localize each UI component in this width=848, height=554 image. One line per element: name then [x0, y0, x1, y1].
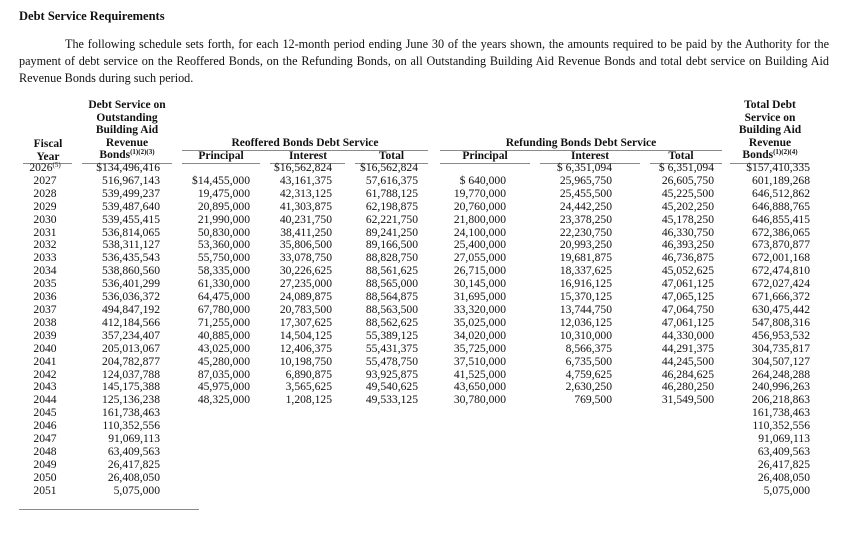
refunding-interest-cell: 25,965,750	[559, 173, 612, 187]
total-debt-service-cell: 646,855,415	[752, 212, 810, 226]
header-text: Service on	[744, 111, 796, 124]
total-debt-service-cell: 646,888,765	[752, 199, 810, 213]
outstanding-debt-service-cell: 5,075,000	[113, 483, 160, 497]
outstanding-debt-service-cell: 124,037,788	[102, 367, 160, 381]
year-text: 2039	[33, 328, 57, 342]
reoffered-interest-cell: 24,089,875	[279, 290, 332, 304]
year-text: 2030	[33, 212, 57, 226]
refunding-total-cell: 45,202,250	[661, 199, 714, 213]
outstanding-debt-service-cell: 494,847,192	[102, 302, 160, 316]
refunding-total-cell: 45,178,250	[661, 212, 714, 226]
refunding-principal-cell: 26,715,000	[453, 264, 506, 278]
refunding-principal-cell: 25,400,000	[453, 238, 506, 252]
refunding-total-cell: 47,064,750	[661, 302, 714, 316]
header-text: Total Debt	[744, 99, 796, 111]
year-text: 2031	[33, 225, 57, 239]
refunding-interest-cell: 2,630,250	[565, 380, 612, 394]
refunding-total-cell: 46,330,750	[661, 225, 714, 239]
total-debt-service-cell: 601,189,268	[752, 173, 810, 187]
header-re-total: Total	[378, 150, 405, 162]
refunding-interest-cell: 13,744,750	[559, 302, 612, 316]
reoffered-interest-cell: 38,411,250	[280, 225, 332, 239]
refunding-total-cell: 45,225,500	[661, 186, 714, 200]
refunding-total-cell: 47,061,125	[661, 277, 714, 291]
refunding-interest-cell: 22,230,750	[559, 225, 612, 239]
reoffered-principal-cell	[160, 472, 250, 485]
table-row	[0, 304, 810, 317]
outstanding-debt-service-cell: 145,175,388	[102, 380, 160, 394]
header-text: Revenue	[105, 136, 149, 149]
total-debt-service-cell: 264,248,288	[752, 367, 810, 381]
refunding-principal-cell: 34,020,000	[453, 328, 506, 342]
intro-paragraph: The following schedule sets forth, for each 12-month period ending June 30 of the years shown, the amounts required to be paid by the Authority for the payment of debt service on the Reoffered Bonds, on the Refunding Bonds, on all Outstanding Building Aid Revenue Bonds and total debt service on Building Aid Revenue Bonds during such period.	[19, 37, 829, 85]
reoffered-interest-cell: $16,562,824	[274, 161, 332, 174]
refunding-interest-cell	[516, 420, 612, 433]
refunding-interest-cell: 25,455,500	[559, 186, 612, 200]
reoffered-interest-cell: 27,235,000	[279, 277, 332, 291]
reoffered-total-cell: 89,166,500	[365, 238, 418, 252]
refunding-principal-cell: 20,760,000	[453, 199, 506, 213]
outstanding-debt-service-cell: 539,499,237	[102, 186, 160, 200]
refunding-interest-cell: 12,036,125	[559, 315, 612, 329]
reoffered-interest-cell	[250, 446, 332, 459]
table-row	[0, 201, 810, 214]
outstanding-debt-service-cell: 26,417,825	[107, 457, 160, 471]
reoffered-principal-cell	[160, 433, 250, 446]
refunding-principal-cell: 19,770,000	[453, 186, 506, 200]
reoffered-interest-cell: 1,208,125	[285, 393, 332, 407]
reoffered-principal-cell: 20,895,000	[197, 199, 250, 213]
reoffered-interest-cell	[250, 433, 332, 446]
reoffered-principal-cell: 64,475,000	[197, 290, 250, 304]
total-debt-service-cell: 671,666,372	[752, 290, 810, 304]
outstanding-debt-service-cell: 539,455,415	[102, 212, 160, 226]
reoffered-total-cell	[332, 433, 418, 446]
refunding-principal-cell	[418, 420, 516, 433]
outstanding-debt-service-cell: 536,435,543	[102, 251, 160, 265]
year-text: 2034	[33, 264, 57, 278]
reoffered-principal-cell: 50,830,000	[197, 225, 250, 239]
outstanding-debt-service-cell: 125,136,238	[102, 393, 160, 407]
refunding-principal-cell: 33,320,000	[453, 302, 506, 316]
table-row	[0, 343, 810, 356]
reoffered-principal-cell: 48,325,000	[197, 393, 250, 407]
header-text: Building Aid	[95, 124, 159, 137]
reoffered-interest-cell	[250, 407, 332, 420]
reoffered-principal-cell: 43,025,000	[197, 341, 250, 355]
reoffered-principal-cell: 58,335,000	[197, 264, 250, 278]
table-row	[0, 356, 810, 369]
reoffered-principal-cell: 40,885,000	[197, 328, 250, 342]
refunding-interest-cell	[516, 407, 612, 420]
year-text: 2032	[33, 238, 57, 252]
header-text: Year	[36, 150, 60, 163]
reoffered-total-cell: 62,221,750	[365, 212, 418, 226]
table-row	[0, 175, 810, 188]
reoffered-principal-cell	[160, 407, 250, 420]
footnote-ref: (1)(2)(4)	[773, 148, 798, 157]
reoffered-principal-cell	[160, 459, 250, 472]
total-debt-service-cell: 63,409,563	[757, 444, 810, 458]
table-row	[0, 162, 810, 175]
refunding-total-cell	[612, 446, 714, 459]
header-text: Building Aid	[738, 124, 802, 137]
reoffered-total-cell: 55,389,125	[365, 328, 418, 342]
reoffered-principal-cell: 53,360,000	[197, 238, 250, 252]
header-re-principal: Principal	[198, 150, 244, 162]
total-debt-service-cell: 547,808,316	[752, 315, 810, 329]
header-rf-interest: Interest	[570, 150, 610, 162]
table-row	[0, 188, 810, 201]
total-debt-service-cell: 26,408,050	[757, 470, 810, 484]
reoffered-total-cell	[332, 407, 418, 420]
refunding-total-cell: 44,291,375	[661, 341, 714, 355]
year-text: 2050	[33, 470, 57, 484]
year-text: 2026	[29, 161, 53, 174]
refunding-total-cell	[612, 472, 714, 485]
outstanding-debt-service-cell: 110,352,556	[102, 419, 160, 433]
refunding-interest-cell	[516, 446, 612, 459]
year-text: 2027	[33, 173, 57, 187]
reoffered-total-cell: 88,562,625	[365, 315, 418, 329]
table-row	[0, 459, 810, 472]
reoffered-interest-cell: 33,078,750	[279, 251, 332, 265]
total-debt-service-cell: 672,027,424	[752, 277, 810, 291]
total-debt-service-cell: 673,870,877	[752, 238, 810, 252]
refunding-interest-cell	[516, 433, 612, 446]
fiscal-year-cell	[0, 485, 72, 498]
reoffered-interest-cell: 35,806,500	[279, 238, 332, 252]
outstanding-debt-service-cell: 204,782,877	[102, 354, 160, 368]
bottom-rule	[19, 509, 199, 510]
refunding-total-cell: 31,549,500	[661, 393, 714, 407]
total-debt-service-cell: 672,474,810	[752, 264, 810, 278]
refunding-total-cell	[612, 433, 714, 446]
debt-service-table	[0, 162, 810, 498]
reoffered-total-cell	[332, 459, 418, 472]
outstanding-debt-service-cell: $134,496,416	[96, 161, 160, 174]
reoffered-total-cell: 55,431,375	[365, 341, 418, 355]
reoffered-total-cell: 57,616,375	[365, 173, 418, 187]
outstanding-debt-service-cell: 91,069,113	[108, 432, 160, 446]
table-row	[0, 433, 810, 446]
table-row	[0, 317, 810, 330]
reoffered-total-cell: 88,828,750	[365, 251, 418, 265]
reoffered-total-cell: $16,562,824	[360, 161, 418, 174]
refunding-principal-cell: 41,525,000	[453, 367, 506, 381]
year-text: 2041	[33, 354, 57, 368]
refunding-principal-cell: 31,695,000	[453, 290, 506, 304]
year-text: 2047	[33, 432, 57, 446]
total-debt-service-cell: 456,953,532	[752, 328, 810, 342]
refunding-principal-cell: 27,055,000	[453, 251, 506, 265]
reoffered-principal-cell: 55,750,000	[197, 251, 250, 265]
table-row	[0, 214, 810, 227]
refunding-principal-cell	[418, 446, 516, 459]
refunding-principal-cell	[418, 472, 516, 485]
reoffered-total-cell: 89,241,250	[365, 225, 418, 239]
total-debt-service-cell: 110,352,556	[752, 419, 810, 433]
outstanding-debt-service-cell: 538,311,127	[102, 238, 160, 252]
reoffered-total-cell: 49,540,625	[365, 380, 418, 394]
outstanding-debt-service-cell: 538,860,560	[102, 264, 160, 278]
refunding-total-cell	[612, 407, 714, 420]
refunding-interest-cell: 19,681,875	[559, 251, 612, 265]
refunding-total-cell: 44,245,500	[661, 354, 714, 368]
outstanding-debt-service-cell: 205,013,067	[102, 341, 160, 355]
outstanding-debt-service-cell: 63,409,563	[107, 444, 160, 458]
reoffered-principal-cell: 19,475,000	[197, 186, 250, 200]
table-row	[0, 446, 810, 459]
header-rf-total: Total	[668, 150, 694, 162]
refunding-principal-cell	[418, 459, 516, 472]
refunding-principal-cell	[418, 485, 516, 498]
reoffered-interest-cell: 30,226,625	[279, 264, 332, 278]
header-re-interest: Interest	[288, 150, 328, 162]
total-debt-service-cell: 161,738,463	[752, 406, 810, 420]
total-debt-service-cell: 240,996,263	[752, 380, 810, 394]
refunding-total-cell: 47,065,125	[661, 290, 714, 304]
refunding-interest-cell: $ 6,351,094	[556, 161, 612, 174]
reoffered-interest-cell: 14,504,125	[279, 328, 332, 342]
year-text: 2048	[33, 444, 57, 458]
total-debt-service-cell: 304,507,127	[752, 354, 810, 368]
header-text: Revenue	[748, 136, 792, 149]
refunding-principal-cell: $ 640,000	[459, 173, 506, 187]
reoffered-principal-cell	[160, 162, 250, 175]
outstanding-debt-service-cell: 26,408,050	[107, 470, 160, 484]
table-row	[0, 485, 810, 498]
reoffered-interest-cell: 10,198,750	[279, 354, 332, 368]
year-text: 2040	[33, 341, 57, 355]
outstanding-debt-service-cell: 161,738,463	[102, 406, 160, 420]
outstanding-debt-service-cell: 412,184,566	[102, 315, 160, 329]
reoffered-total-cell: 55,478,750	[365, 354, 418, 368]
reoffered-interest-cell	[250, 472, 332, 485]
reoffered-principal-cell	[160, 485, 250, 498]
reoffered-principal-cell: 61,330,000	[197, 277, 250, 291]
outstanding-debt-service-cell: 516,967,143	[102, 173, 160, 187]
header-text: Outstanding	[96, 111, 158, 124]
refunding-interest-cell: 4,759,625	[565, 367, 612, 381]
reoffered-principal-cell	[160, 446, 250, 459]
total-debt-service-cell: $157,410,335	[746, 161, 810, 174]
refunding-interest-cell	[516, 459, 612, 472]
reoffered-total-cell: 61,788,125	[365, 186, 418, 200]
total-debt-service-cell: 304,735,817	[752, 341, 810, 355]
reoffered-interest-cell: 3,565,625	[285, 380, 332, 394]
reoffered-total-cell: 88,564,875	[365, 290, 418, 304]
year-text: 2033	[33, 251, 57, 265]
reoffered-principal-cell: 21,990,000	[197, 212, 250, 226]
reoffered-principal-cell: $14,455,000	[192, 173, 250, 187]
refunding-interest-cell	[516, 472, 612, 485]
refunding-interest-cell: 10,310,000	[559, 328, 612, 342]
reoffered-total-cell: 88,565,000	[365, 277, 418, 291]
year-text: 2037	[33, 302, 57, 316]
total-debt-service-cell: 646,512,862	[752, 186, 810, 200]
header-total-ds	[730, 99, 810, 162]
header-outstanding	[80, 99, 174, 162]
year-text: 2045	[33, 406, 57, 420]
reoffered-total-cell	[332, 472, 418, 485]
header-refunding-group: Refunding Bonds Debt Service	[505, 137, 657, 149]
refunding-total-cell	[612, 459, 714, 472]
year-text: 2036	[33, 290, 57, 304]
refunding-interest-cell: 16,916,125	[559, 277, 612, 291]
refunding-principal-cell	[418, 162, 516, 175]
refunding-interest-cell: 24,442,250	[559, 199, 612, 213]
refunding-interest-cell: 15,370,125	[559, 290, 612, 304]
reoffered-interest-cell	[250, 485, 332, 498]
table-row	[0, 330, 810, 343]
footnote-ref: (5)	[52, 161, 61, 169]
header-reoffered-group: Reoffered Bonds Debt Service	[231, 137, 379, 149]
refunding-principal-cell: 43,650,000	[453, 380, 506, 394]
refunding-interest-cell: 20,993,250	[559, 238, 612, 252]
reoffered-interest-cell: 20,783,500	[279, 302, 332, 316]
refunding-principal-cell: 30,145,000	[453, 277, 506, 291]
year-text: 2043	[33, 380, 57, 394]
refunding-interest-cell	[516, 485, 612, 498]
outstanding-debt-service-cell: 536,036,372	[102, 290, 160, 304]
reoffered-total-cell	[332, 420, 418, 433]
outstanding-debt-service-cell: 539,487,640	[102, 199, 160, 213]
reoffered-principal-cell: 45,975,000	[197, 380, 250, 394]
reoffered-interest-cell: 43,161,375	[279, 173, 332, 187]
refunding-total-cell: 46,280,250	[661, 380, 714, 394]
outstanding-debt-service-cell: 357,234,407	[102, 328, 160, 342]
section-title: Debt Service Requirements	[19, 9, 165, 23]
header-text: Debt Service on	[88, 99, 166, 111]
reoffered-total-cell	[332, 446, 418, 459]
reoffered-total-cell: 88,563,500	[365, 302, 418, 316]
total-debt-service-cell: 91,069,113	[758, 432, 810, 446]
refunding-total-cell: 46,393,250	[661, 238, 714, 252]
refunding-interest-cell: 769,500	[574, 393, 612, 407]
refunding-principal-cell: 30,780,000	[453, 393, 506, 407]
outstanding-debt-service-cell: 536,814,065	[102, 225, 160, 239]
total-debt-service-cell: 5,075,000	[763, 483, 810, 497]
year-text: 2046	[33, 419, 57, 433]
reoffered-principal-cell: 87,035,000	[197, 367, 250, 381]
refunding-total-cell	[612, 420, 714, 433]
reoffered-principal-cell	[160, 420, 250, 433]
reoffered-interest-cell: 42,313,125	[279, 186, 332, 200]
refunding-interest-cell: 6,735,500	[565, 354, 612, 368]
refunding-principal-cell: 21,800,000	[453, 212, 506, 226]
year-text: 2042	[33, 367, 57, 381]
refunding-interest-cell: 23,378,250	[559, 212, 612, 226]
refunding-principal-cell: 35,025,000	[453, 315, 506, 329]
refunding-principal-cell	[418, 407, 516, 420]
header-rf-principal: Principal	[462, 150, 508, 162]
reoffered-interest-cell: 12,406,375	[279, 341, 332, 355]
total-debt-service-cell: 672,386,065	[752, 225, 810, 239]
refunding-principal-cell: 35,725,000	[453, 341, 506, 355]
header-text: Bonds	[742, 149, 774, 162]
refunding-total-cell: 46,736,875	[661, 251, 714, 265]
year-text: 2029	[33, 199, 57, 213]
refunding-total-cell: 46,284,625	[661, 367, 714, 381]
table-row	[0, 472, 810, 485]
reoffered-interest-cell: 6,890,875	[285, 367, 332, 381]
header-text: Bonds	[99, 149, 131, 162]
refunding-total-cell: 44,330,000	[661, 328, 714, 342]
outstanding-debt-service-cell: 536,401,299	[102, 277, 160, 291]
year-text: 2035	[33, 277, 57, 291]
refunding-interest-cell: 18,337,625	[559, 264, 612, 278]
reoffered-principal-cell: 71,255,000	[197, 315, 250, 329]
refunding-total-cell: 26,605,750	[661, 173, 714, 187]
year-text: 2049	[33, 457, 57, 471]
year-text: 2028	[33, 186, 57, 200]
year-text: 2044	[33, 393, 57, 407]
refunding-total-cell: 47,061,125	[661, 315, 714, 329]
refunding-total-cell: $ 6,351,094	[658, 161, 714, 174]
reoffered-total-cell: 93,925,875	[365, 367, 418, 381]
total-debt-service-cell: 630,475,442	[752, 302, 810, 316]
footnote-ref: (1)(2)(3)	[130, 148, 155, 157]
reoffered-total-cell: 88,561,625	[365, 264, 418, 278]
refunding-total-cell: 45,052,625	[661, 264, 714, 278]
reoffered-principal-cell: 45,280,000	[197, 354, 250, 368]
reoffered-interest-cell: 41,303,875	[279, 199, 332, 213]
refunding-principal-cell: 24,100,000	[453, 225, 506, 239]
reoffered-total-cell: 49,533,125	[365, 393, 418, 407]
refunding-total-cell	[612, 485, 714, 498]
reoffered-total-cell	[332, 485, 418, 498]
total-debt-service-cell: 206,218,863	[752, 393, 810, 407]
reoffered-interest-cell	[250, 420, 332, 433]
header-fiscal-year	[20, 138, 76, 163]
reoffered-total-cell: 62,198,875	[365, 199, 418, 213]
refunding-principal-cell: 37,510,000	[453, 354, 506, 368]
reoffered-interest-cell: 40,231,750	[279, 212, 332, 226]
reoffered-principal-cell: 67,780,000	[197, 302, 250, 316]
reoffered-interest-cell: 17,307,625	[279, 315, 332, 329]
reoffered-interest-cell	[250, 459, 332, 472]
header-text: Fiscal	[33, 138, 63, 150]
refunding-interest-cell: 8,566,375	[565, 341, 612, 355]
year-text: 2038	[33, 315, 57, 329]
refunding-principal-cell	[418, 433, 516, 446]
total-debt-service-cell: 26,417,825	[757, 457, 810, 471]
year-text: 2051	[33, 483, 57, 497]
total-debt-service-cell: 672,001,168	[752, 251, 810, 265]
